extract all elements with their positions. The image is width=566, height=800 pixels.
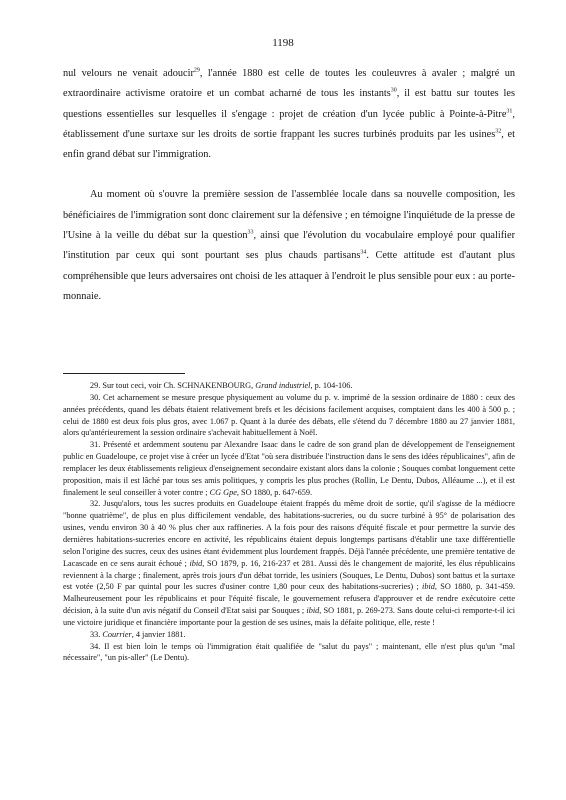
italic-title: ibid [422, 582, 435, 592]
footnote-ref: 31 [506, 108, 513, 115]
text-run: . Cette attitude est d'autant plus compréhensible que leurs adversaires ont choisi de les attaquer à l'endroit le plus sensible pour eux : au porte-monnaie. [63, 250, 515, 302]
text-run: 34. Il est bien loin le temps où l'immigration était qualifiée de "salut du pays" ; maintenant, elle n'est plus qu'un "mal nécessaire", "un pis-aller" (Le Dentu). [63, 641, 515, 663]
footnote-ref: 33 [247, 229, 254, 236]
footnote-34 [63, 641, 515, 665]
text-run: Au moment où s'ouvre la première session de l'assemblée locale dans sa nouvelle composition, les bénéficiaires de l'immigration sont donc clairement sur la défensive ; en témoigne l'inquiétude de la presse de l'Usine à la veille du débat sur la question [63, 189, 515, 242]
text-run: 31. Présenté et ardemment soutenu par Alexandre Isaac dans le cadre de son grand plan de développement de l'enseignement public en Guadeloupe, ce projet vise à créer un lycée d'Etat "où sera distribuée l'instruction dans le sens des idées républicaines", afin de remplacer les deux établissements religieux d'enseignement secondaire existant alors dans la colonie ; Souques combat longuement cette proposition, mais il est lâché par tous ses amis politiques, y compris les plus proches (Rollin, Le Dentu, Dubos, Alléaume ...), et il est finalement le seul conseiller à voter contre ; [63, 440, 515, 497]
footnote-ref: 30 [390, 87, 397, 94]
text-run: , SO 1880, p. 647-659. [236, 487, 313, 497]
footnote-31 [63, 439, 515, 498]
footnote-ref: 34 [360, 249, 367, 256]
text-run: 32. Jusqu'alors, tous les sucres produits en Guadeloupe étaient frappés du même droit de sortie, qu'il s'agisse de la médiocre "bonne quatrième", de plus en plus difficilement vendable, des habitations-sucreries, ou du sucre turbiné à 95° de polarisation des usines, vendu environ 30 à 40 % plus cher aux raffineries. A la fois pour des raisons d'équité fiscale et pour permettre la survie des dernières habitations-sucreries encore en activité, les républicains étaient depuis longtemps partisans d'établir une taxe différentielle selon l'origine des sucres, ceux des usines étant évidemment plus lourdement frappés. Déjà l'année précédente, une première tentative de Lacascade en ce sens aurait échoué ; [63, 499, 515, 568]
italic-title: CG Gpe [209, 487, 237, 497]
italic-title: Courrier [102, 629, 132, 639]
footnotes [63, 380, 515, 664]
text-run: 30. Cet acharnement se mesure presque physiquement au volume du p. v. imprimé de la session ordinaire de 1880 : ceux des années précédents, quand les débats étaient relativement brefs et les décisions facilement acquises, comptaient dans les 400 à 500 p. ; celui de 1880 est deux fois plus gros, avec 1.067 p. Quant à la durée des débats, elle s'étend du 7 décembre 1880 au 27 janvier 1881, alors qu'antérieurement la session ordinaire s'achevait habituellement à Noël. [63, 392, 515, 438]
footnote-separator [63, 373, 185, 374]
footnote-33 [63, 629, 515, 641]
footnote-32 [63, 498, 515, 628]
text-run: 29. Sur tout ceci, voir Ch. SCHNAKENBOURG, [90, 381, 256, 390]
text-run: nul velours ne venait adoucir [63, 68, 194, 79]
text-run: , 4 janvier 1881. [131, 629, 186, 639]
text-run: , SO 1879, p. 16, 216-237 et 281. Aussi dès le changement de majorité, les élus républicains reviennent à la charge ; finalement, après trois jours d'un débat torride, les usiniers (Souques, Le Dentu, Dubos) sont battus et la surtaxe est votée (2,50 F par quintal pour les sucres d'usiner contre 1,80 pour ceux des habitations-sucreries) ; [63, 558, 515, 592]
text-run: 33. [90, 629, 103, 639]
footnote-29 [63, 380, 515, 392]
text-run: , établissement d'une surtaxe sur les droits de sortie frappant les sucres turbinés produits par les usines [63, 108, 515, 140]
footnote-30 [63, 392, 515, 439]
text-run: , SO 1880, p. 341-459. Malheureusement pour les républicains et pour l'équité fiscale, le gouvernement refusera d'approuver et de rendre exécutoire cette décision, à la suite d'un avis négatif du Conseil d'Etat saisi par Souques ; [63, 582, 515, 616]
text-run: , il est battu sur toutes les questions essentielles sur lesquelles il s'engage : projet de création d'un lycée public à Pointe-à-Pitre [63, 88, 515, 120]
italic-title: ibid [306, 606, 320, 616]
body-paragraph [63, 185, 515, 307]
page-number: 1198 [272, 37, 294, 49]
footnote-ref: 29 [193, 67, 200, 74]
footnote-ref: 32 [495, 128, 502, 135]
body-text [63, 64, 515, 307]
italic-title: ibid [189, 558, 203, 568]
text-run: , p. 104-106. [310, 381, 353, 390]
text-run: , et enfin grand débat sur l'immigration. [63, 128, 515, 161]
text-run: , l'année 1880 est celle de toutes les couleuvres à avaler ; malgré un extraordinaire activisme oratoire et un combat acharné de tous les instants [63, 68, 515, 100]
text-run: , ainsi que l'évolution du vocabulaire employé pour qualifier l'institution par ceux qui sont pourtant ses plus chauds partisans [63, 230, 515, 262]
italic-title: Grand industriel [255, 381, 311, 390]
body-paragraph [63, 64, 515, 165]
text-run: , SO 1881, p. 269-273. Sans doute celui-ci remporte-t-il ici une victoire juridique et financière importante pour la gestion de ses usines, mais la défaite politique, elle, reste ! [63, 606, 515, 627]
